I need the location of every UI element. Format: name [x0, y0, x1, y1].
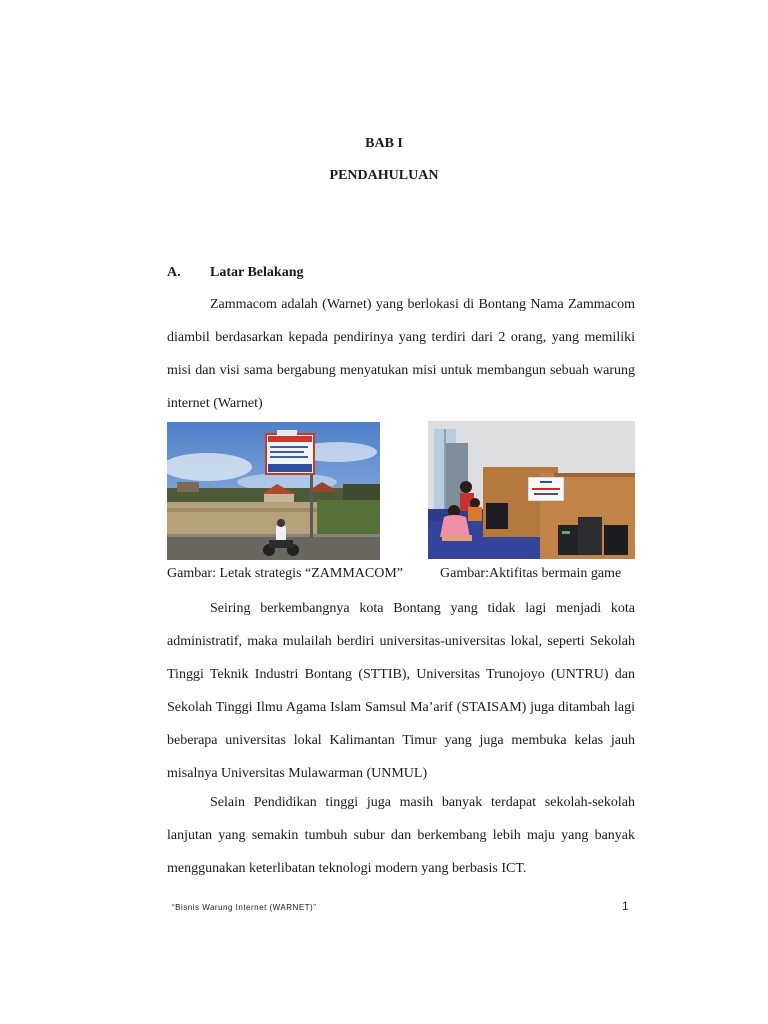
paragraph-universities: Seiring berkembangnya kota Bontang yang tidak lagi menjadi kota administratif, maka mulailah berdiri universitas-universitas lokal, seperti Sekolah Tinggi Teknik Industri Bontang (STTIB), Universitas Trunojoyo (UNTRU) dan Sekolah Tinggi Ilmu Agama Islam Samsul Ma’arif (STAISAM) juga ditambah lagi beberapa universitas lokal Kalimantan Timur yang juga membuka kelas jauh misalnya Universitas Mulawarman (UNMUL) [167, 601, 635, 781]
section-title: Latar Belakang [210, 265, 304, 280]
paragraph-schools: Selain Pendidikan tinggi juga masih banyak terdapat sekolah-sekolah lanjutan yang semakin tumbuh subur dan berkembang lebih maju yang banyak menggunakan keterlibatan teknologi modern yang berbasis ICT. [167, 795, 635, 876]
section-number: A. [167, 265, 181, 280]
footer-title: “Bisnis Warung Internet (WARNET)” [172, 903, 317, 912]
caption-right: Gambar:Aktifitas bermain game [440, 566, 622, 581]
chapter-label: BAB I [365, 136, 403, 151]
page-number: 1 [622, 899, 629, 913]
section-heading [167, 265, 303, 281]
caption-left: Gambar: Letak strategis “ZAMMACOM” [167, 566, 403, 581]
photo-roadside-sign [167, 422, 380, 560]
paragraph-intro: Zammacom adalah (Warnet) yang berlokasi di Bontang Nama Zammacom diambil berdasarkan kepada pendirinya yang terdiri dari 2 orang, yang memiliki misi dan visi sama bergabung menyatukan misi untuk membangun sebuah warung internet (Warnet) [167, 297, 635, 411]
photo-gaming-activity [428, 421, 635, 559]
chapter-title: PENDAHULUAN [329, 168, 439, 183]
